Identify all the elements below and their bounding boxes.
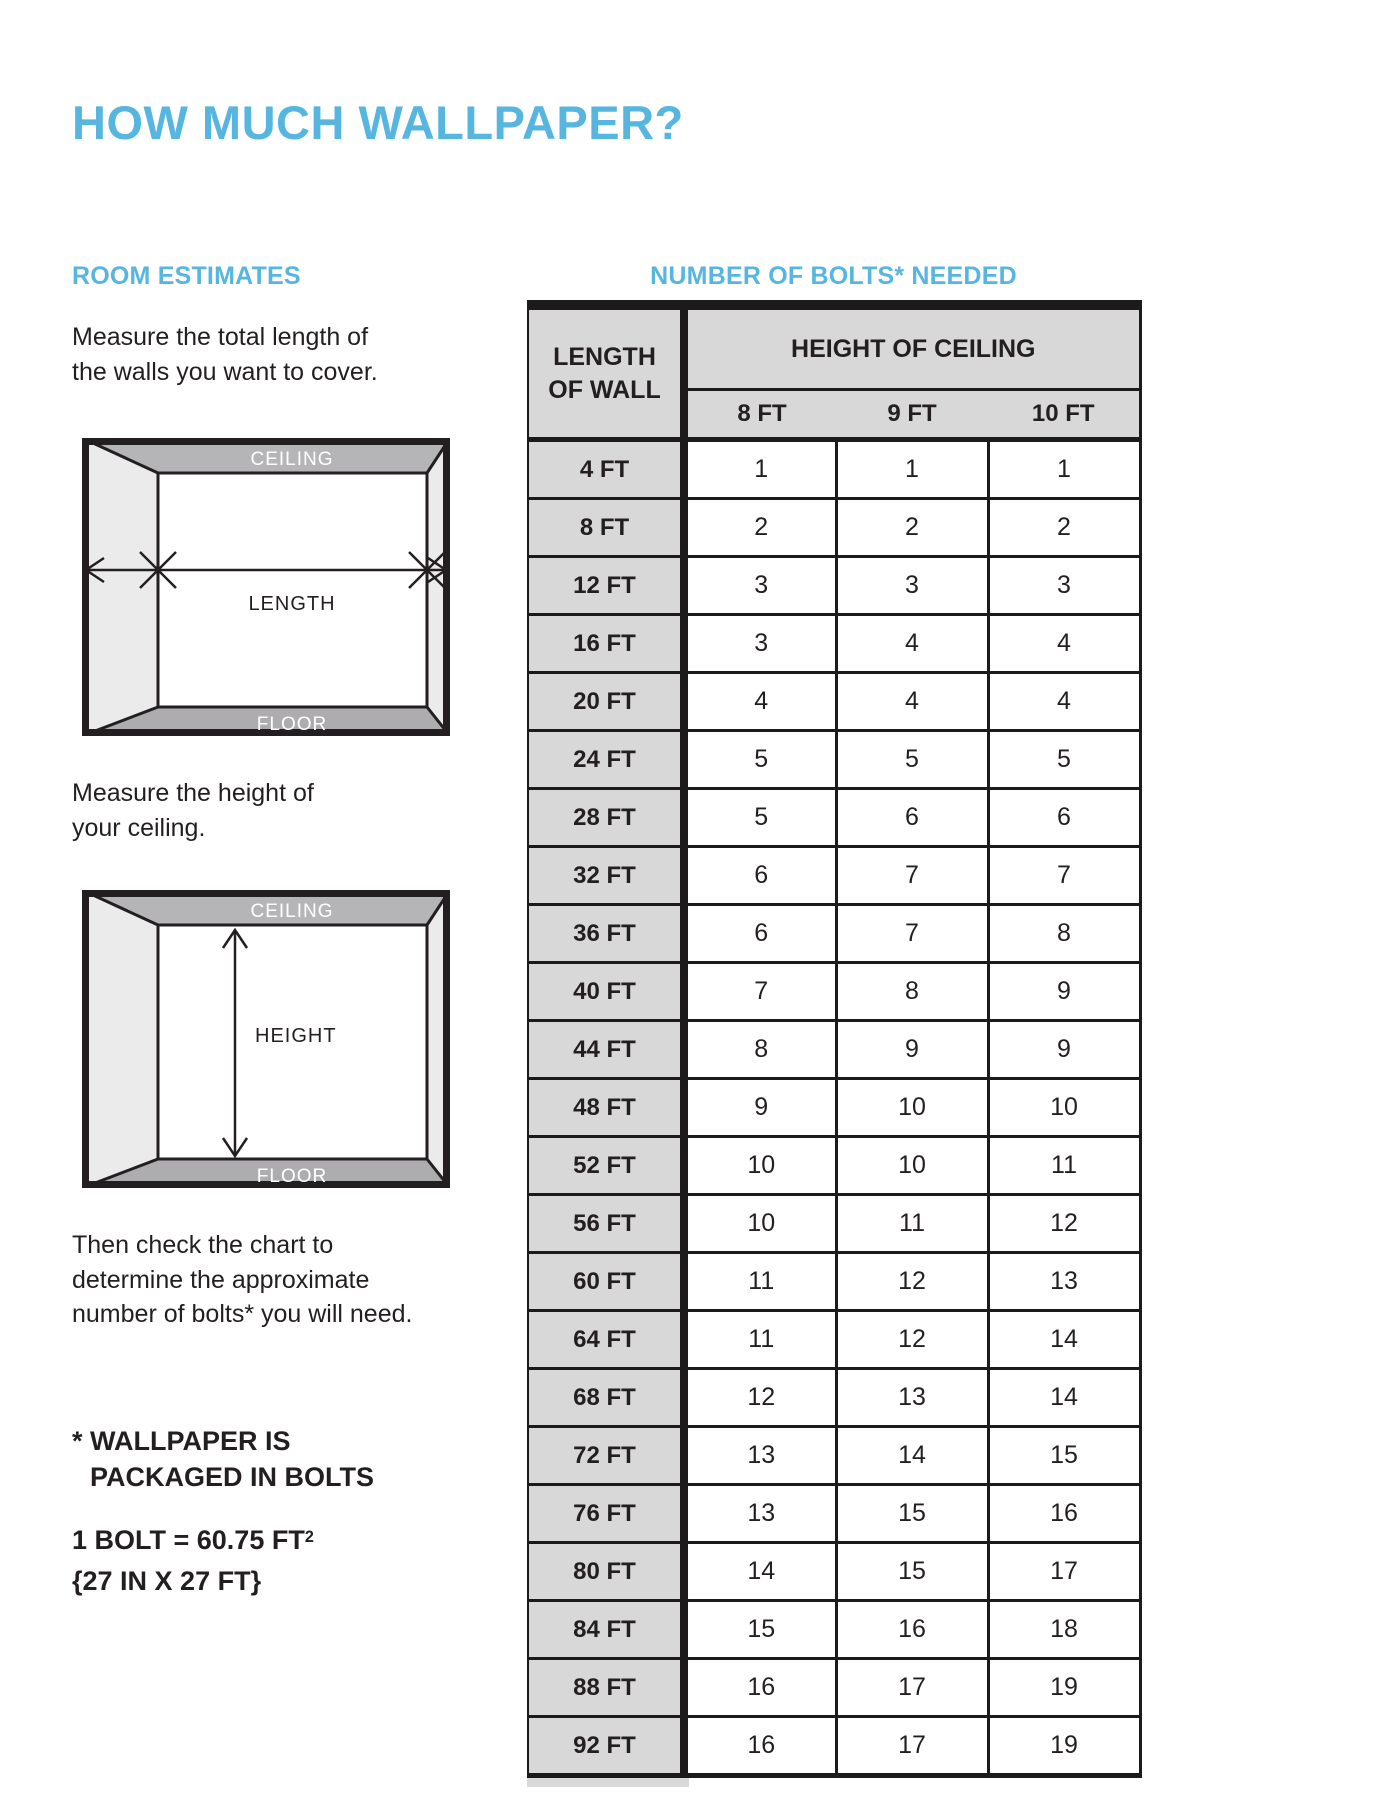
squared-exponent: 2 (304, 1527, 314, 1546)
bolt-count-10ft: 16 (988, 1485, 1140, 1543)
instruction-measure-length (72, 320, 378, 389)
floor-label: FLOOR (256, 1166, 328, 1187)
table-row (528, 1021, 1140, 1079)
instruction-line: determine the approximate (72, 1265, 370, 1294)
bolt-count-8ft: 4 (684, 673, 836, 731)
bolt-count-9ft: 9 (836, 1021, 988, 1079)
bolt-count-9ft: 8 (836, 963, 988, 1021)
wall-length-label: 44 FT (528, 1021, 684, 1079)
bolt-count-8ft: 6 (684, 905, 836, 963)
bolt-count-8ft: 11 (684, 1253, 836, 1311)
bolt-count-8ft: 10 (684, 1195, 836, 1253)
bolt-count-8ft: 14 (684, 1543, 836, 1601)
bolt-count-9ft: 10 (836, 1079, 988, 1137)
bolt-count-10ft: 5 (988, 731, 1140, 789)
wall-length-label: 36 FT (528, 905, 684, 963)
bolt-count-9ft: 7 (836, 905, 988, 963)
height-diagram (82, 890, 450, 1188)
ceiling-label: CEILING (250, 901, 334, 922)
bolt-count-8ft: 6 (684, 847, 836, 905)
bolt-count-10ft: 6 (988, 789, 1140, 847)
bolt-count-10ft: 10 (988, 1079, 1140, 1137)
col-header-8ft: 8 FT (684, 390, 836, 440)
footnote-text (90, 1424, 374, 1495)
bolt-count-8ft: 9 (684, 1079, 836, 1137)
table-row (528, 673, 1140, 731)
wall-length-label: 12 FT (528, 557, 684, 615)
bolt-count-9ft: 12 (836, 1253, 988, 1311)
instruction-line: number of bolts* you will need. (72, 1300, 413, 1328)
bolt-count-8ft: 5 (684, 789, 836, 847)
table-row (528, 789, 1140, 847)
table-row (528, 905, 1140, 963)
table-row (528, 1137, 1140, 1195)
bolt-count-9ft: 1 (836, 440, 988, 499)
wall-length-label: 16 FT (528, 615, 684, 673)
bolt-count-9ft: 10 (836, 1137, 988, 1195)
bolt-count-9ft: 4 (836, 615, 988, 673)
table-row (528, 1485, 1140, 1543)
bolt-count-8ft: 13 (684, 1427, 836, 1485)
bolt-count-9ft: 16 (836, 1601, 988, 1659)
table-row (528, 847, 1140, 905)
instruction-line: Measure the height of (72, 779, 314, 807)
wall-length-label: 88 FT (528, 1659, 684, 1717)
table-row (528, 615, 1140, 673)
col-header-9ft: 9 FT (836, 390, 988, 440)
table-row (528, 1311, 1140, 1369)
table-row (528, 557, 1140, 615)
footnote-line: PACKAGED IN BOLTS (90, 1461, 375, 1492)
bolt-count-10ft: 4 (988, 615, 1140, 673)
instruction-line: Then check the chart to (72, 1231, 334, 1259)
bolt-count-9ft: 17 (836, 1717, 988, 1776)
wall-length-label: 92 FT (528, 1717, 684, 1776)
room-estimates-heading: ROOM ESTIMATES (72, 262, 301, 290)
table-row (528, 1253, 1140, 1311)
bolt-count-8ft: 16 (684, 1659, 836, 1717)
bolt-count-8ft: 13 (684, 1485, 836, 1543)
wall-length-label: 84 FT (528, 1601, 684, 1659)
wall-length-label: 52 FT (528, 1137, 684, 1195)
bolt-count-10ft: 14 (988, 1311, 1140, 1369)
table-header-row-group (528, 305, 1140, 390)
table-shadow-strip (527, 1778, 689, 1787)
bolt-count-9ft: 4 (836, 673, 988, 731)
bolt-size-info (72, 1520, 314, 1601)
bolt-dimensions: {27 IN X 27 FT} (72, 1565, 262, 1596)
wall-length-label: 76 FT (528, 1485, 684, 1543)
ceiling-label: CEILING (250, 449, 334, 470)
table-row (528, 1659, 1140, 1717)
bolt-count-10ft: 15 (988, 1427, 1140, 1485)
bolt-count-10ft: 4 (988, 673, 1140, 731)
left-wall-face (82, 438, 158, 736)
table-row (528, 1195, 1140, 1253)
wall-length-label: 72 FT (528, 1427, 684, 1485)
room-perspective-height-svg (82, 890, 450, 1188)
back-wall-face (158, 473, 427, 707)
instruction-line: Measure the total length of (72, 323, 369, 351)
room-perspective-length-svg (82, 438, 450, 736)
wall-length-label: 64 FT (528, 1311, 684, 1369)
bolt-count-8ft: 3 (684, 615, 836, 673)
wall-length-label: 8 FT (528, 499, 684, 557)
bolt-count-9ft: 15 (836, 1543, 988, 1601)
bolt-count-10ft: 1 (988, 440, 1140, 499)
wall-length-label: 24 FT (528, 731, 684, 789)
bolt-count-8ft: 3 (684, 557, 836, 615)
bolt-count-10ft: 18 (988, 1601, 1140, 1659)
bolt-count-10ft: 11 (988, 1137, 1140, 1195)
wall-length-label: 80 FT (528, 1543, 684, 1601)
asterisk: * (72, 1426, 83, 1456)
bolt-count-8ft: 12 (684, 1369, 836, 1427)
bolt-count-8ft: 5 (684, 731, 836, 789)
bolts-table-section (527, 300, 1140, 1787)
bolt-count-8ft: 10 (684, 1137, 836, 1195)
bolt-count-8ft: 1 (684, 440, 836, 499)
instruction-check-chart (72, 1228, 412, 1332)
bolt-count-10ft: 17 (988, 1543, 1140, 1601)
bolt-count-9ft: 15 (836, 1485, 988, 1543)
table-row (528, 1427, 1140, 1485)
wall-length-label: 60 FT (528, 1253, 684, 1311)
bolt-count-10ft: 2 (988, 499, 1140, 557)
wall-length-label: 40 FT (528, 963, 684, 1021)
bolt-count-10ft: 3 (988, 557, 1140, 615)
length-of-wall-header: LENGTH OF WALL (528, 305, 684, 440)
bolt-count-8ft: 15 (684, 1601, 836, 1659)
table-row (528, 731, 1140, 789)
table-row (528, 440, 1140, 499)
bolt-count-9ft: 11 (836, 1195, 988, 1253)
bolt-count-9ft: 7 (836, 847, 988, 905)
table-row (528, 1717, 1140, 1776)
bolt-count-9ft: 5 (836, 731, 988, 789)
bolt-count-10ft: 19 (988, 1659, 1140, 1717)
wallpaper-bolts-footnote (72, 1424, 374, 1495)
length-label: LENGTH (248, 593, 336, 615)
bolt-count-8ft: 8 (684, 1021, 836, 1079)
wall-length-label: 28 FT (528, 789, 684, 847)
bolt-count-10ft: 7 (988, 847, 1140, 905)
length-diagram (82, 438, 450, 736)
height-label: HEIGHT (255, 1025, 337, 1047)
table-body (528, 440, 1140, 1776)
floor-label: FLOOR (256, 714, 328, 735)
bolt-equation: 1 BOLT = 60.75 $FT^2$ (72, 1525, 314, 1555)
height-of-ceiling-header: HEIGHT OF CEILING (684, 305, 1140, 390)
wall-length-label: 68 FT (528, 1369, 684, 1427)
bolt-count-10ft: 9 (988, 963, 1140, 1021)
wall-length-label: 4 FT (528, 440, 684, 499)
bolt-count-9ft: 2 (836, 499, 988, 557)
bolt-count-8ft: 16 (684, 1717, 836, 1776)
bolt-count-10ft: 12 (988, 1195, 1140, 1253)
bolt-count-9ft: 14 (836, 1427, 988, 1485)
bolt-count-10ft: 14 (988, 1369, 1140, 1427)
left-wall-face (82, 890, 158, 1188)
instruction-line: the walls you want to cover. (72, 357, 378, 386)
table-row (528, 1369, 1140, 1427)
bolts-table (527, 300, 1142, 1778)
bolt-count-8ft: 7 (684, 963, 836, 1021)
table-row (528, 1543, 1140, 1601)
wall-length-label: 56 FT (528, 1195, 684, 1253)
instruction-measure-height (72, 776, 314, 845)
bolt-count-9ft: 12 (836, 1311, 988, 1369)
bolt-count-10ft: 19 (988, 1717, 1140, 1776)
table-row (528, 1601, 1140, 1659)
table-row (528, 1079, 1140, 1137)
bolt-count-9ft: 3 (836, 557, 988, 615)
instruction-line: your ceiling. (72, 813, 206, 842)
footnote-line: WALLPAPER IS (90, 1426, 291, 1456)
bolt-count-10ft: 13 (988, 1253, 1140, 1311)
table-row (528, 963, 1140, 1021)
bolt-count-10ft: 8 (988, 905, 1140, 963)
page-title: HOW MUCH WALLPAPER? (72, 96, 684, 150)
bolt-count-9ft: 17 (836, 1659, 988, 1717)
wall-length-label: 32 FT (528, 847, 684, 905)
bolt-count-8ft: 11 (684, 1311, 836, 1369)
bolt-count-10ft: 9 (988, 1021, 1140, 1079)
table-row (528, 499, 1140, 557)
col-header-10ft: 10 FT (988, 390, 1140, 440)
bolt-count-9ft: 6 (836, 789, 988, 847)
bolts-needed-heading: NUMBER OF BOLTS* NEEDED (650, 262, 1017, 290)
bolt-count-9ft: 13 (836, 1369, 988, 1427)
bolt-count-8ft: 2 (684, 499, 836, 557)
wall-length-label: 20 FT (528, 673, 684, 731)
wall-length-label: 48 FT (528, 1079, 684, 1137)
